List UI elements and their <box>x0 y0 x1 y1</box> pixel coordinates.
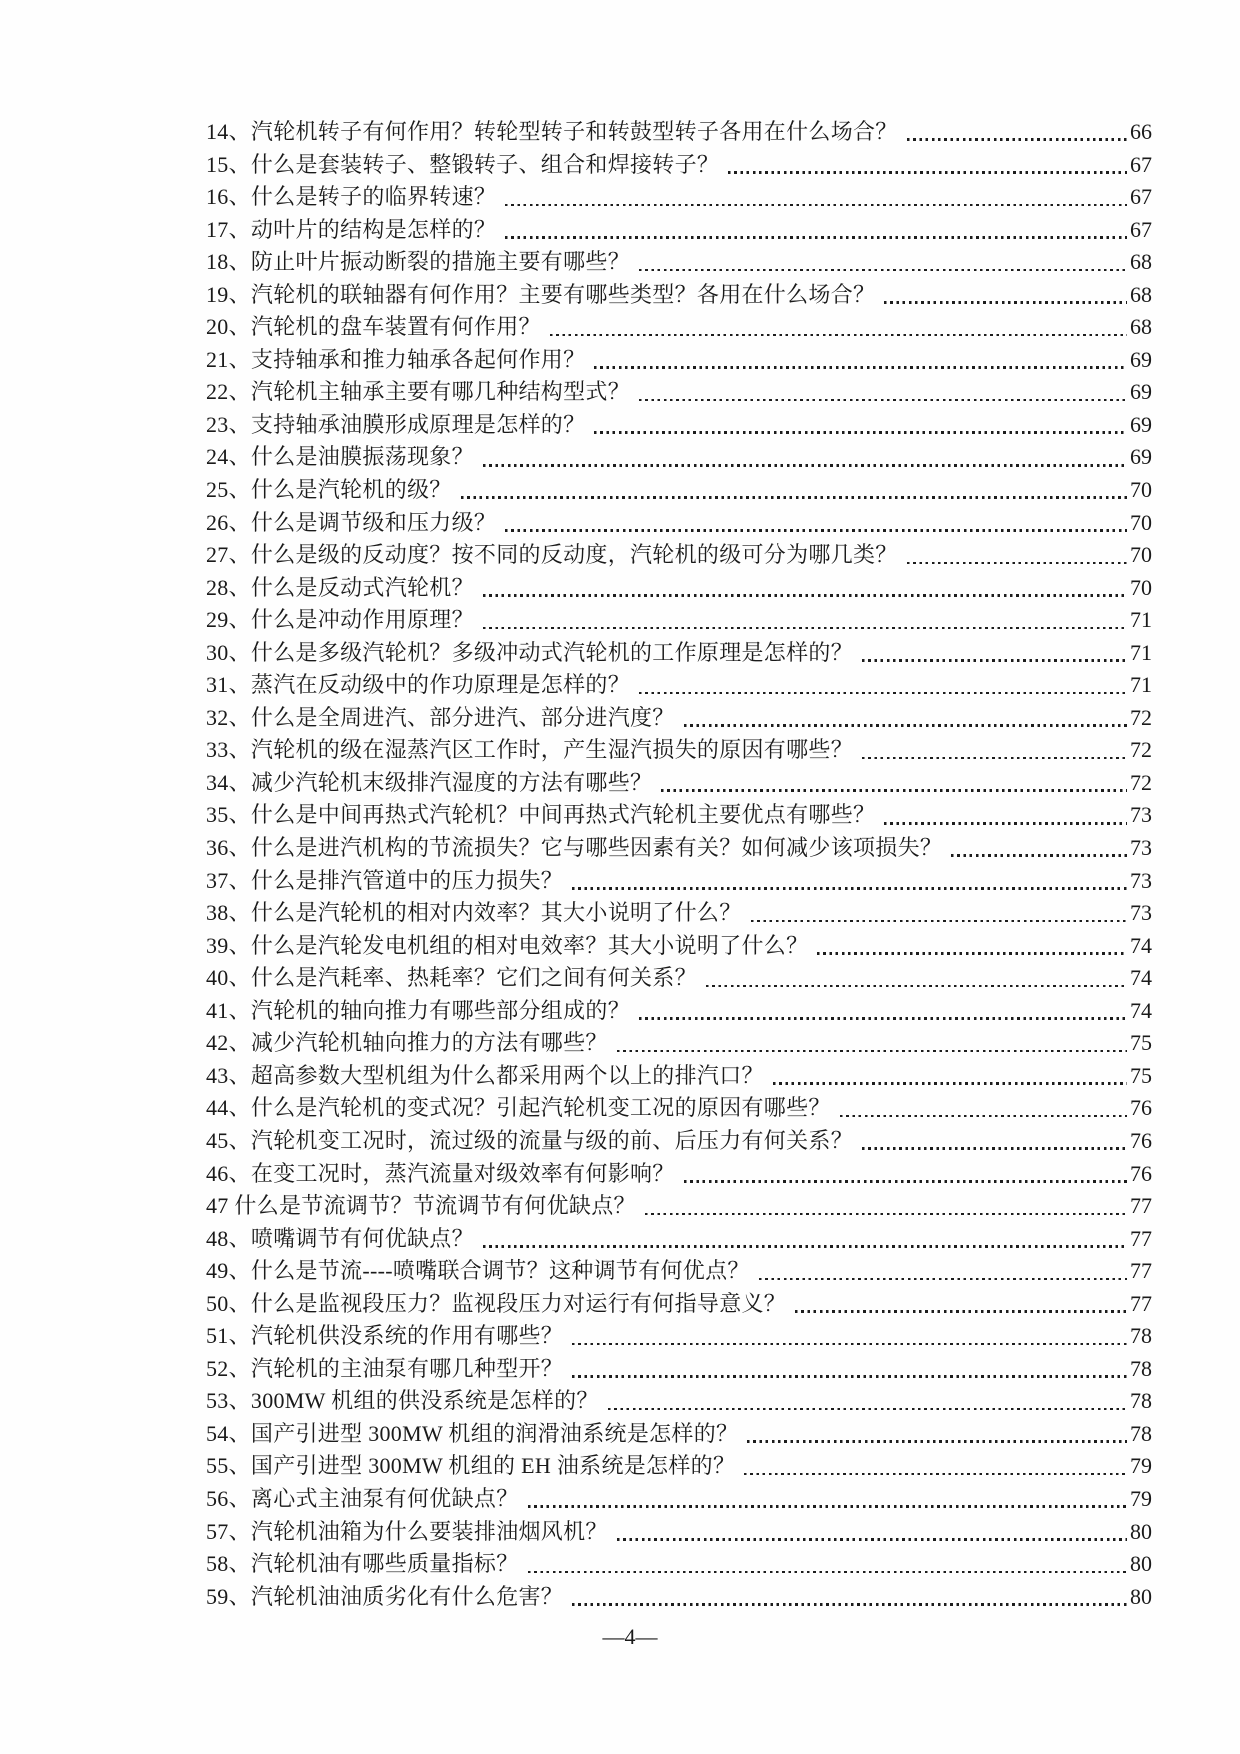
toc-entry-page: 67 <box>1130 184 1152 210</box>
dot-leader-icon <box>572 1375 1127 1378</box>
toc-entry[interactable] <box>206 1516 1152 1549</box>
toc-entry-page: 80 <box>1130 1518 1152 1544</box>
toc-entry-page: 74 <box>1130 965 1152 991</box>
toc-entry[interactable] <box>206 1125 1152 1158</box>
dot-leader-icon <box>751 920 1127 923</box>
toc-entry[interactable] <box>206 995 1152 1028</box>
toc-entry[interactable] <box>206 1027 1152 1060</box>
toc-entry-page: 71 <box>1130 639 1152 665</box>
toc-entry-title: 49、什么是节流----喷嘴联合调节？这种调节有何优点？ <box>206 1258 750 1284</box>
toc-entry-title: 26、什么是调节级和压力级？ <box>206 509 497 535</box>
toc-entry-title: 38、什么是汽轮机的相对内效率？其大小说明了什么？ <box>206 900 742 926</box>
dot-leader-icon <box>907 562 1127 565</box>
toc-entry-title: 31、蒸汽在反动级中的作功原理是怎样的？ <box>206 672 631 698</box>
toc-list <box>206 116 1152 1613</box>
toc-entry-title: 35、什么是中间再热式汽轮机？中间再热式汽轮机主要优点有哪些？ <box>206 802 876 828</box>
dot-leader-icon <box>594 431 1127 434</box>
toc-entry[interactable] <box>206 214 1152 247</box>
toc-entry[interactable] <box>206 962 1152 995</box>
toc-entry-page: 67 <box>1130 216 1152 242</box>
toc-entry-page: 71 <box>1130 607 1152 633</box>
toc-entry-title: 51、汽轮机供没系统的作用有哪些？ <box>206 1323 564 1349</box>
dot-leader-icon <box>795 1310 1127 1313</box>
toc-entry-title: 55、国产引进型 300MW 机组的 EH 油系统是怎样的？ <box>206 1453 736 1479</box>
toc-entry[interactable] <box>206 1418 1152 1451</box>
toc-entry-title: 52、汽轮机的主油泵有哪几种型开？ <box>206 1355 564 1381</box>
toc-entry[interactable] <box>206 1288 1152 1321</box>
toc-entry-title: 23、支持轴承油膜形成原理是怎样的？ <box>206 411 586 437</box>
toc-entry-title: 17、动叶片的结构是怎样的？ <box>206 216 497 242</box>
toc-entry-page: 77 <box>1130 1193 1152 1219</box>
dot-leader-icon <box>840 1115 1127 1118</box>
toc-entry[interactable] <box>206 1385 1152 1418</box>
dot-leader-icon <box>483 464 1127 467</box>
toc-entry-page: 76 <box>1130 1160 1152 1186</box>
toc-entry-page: 76 <box>1130 1127 1152 1153</box>
toc-entry-page: 75 <box>1130 1062 1152 1088</box>
toc-entry[interactable] <box>206 149 1152 182</box>
toc-entry-title: 34、减少汽轮机末级排汽湿度的方法有哪些？ <box>206 769 653 795</box>
dot-leader-icon <box>817 952 1127 955</box>
toc-entry-page: 68 <box>1130 314 1152 340</box>
dot-leader-icon <box>483 1245 1127 1248</box>
toc-entry-title: 21、支持轴承和推力轴承各起何作用？ <box>206 346 586 372</box>
dot-leader-icon <box>617 1050 1127 1053</box>
toc-entry-title: 44、什么是汽轮机的变式况？引起汽轮机变工况的原因有哪些？ <box>206 1095 831 1121</box>
dot-leader-icon <box>744 1473 1127 1476</box>
toc-entry-title: 37、什么是排汽管道中的压力损失？ <box>206 867 564 893</box>
toc-entry-title: 57、汽轮机油箱为什么要装排油烟风机？ <box>206 1518 608 1544</box>
toc-entry-page: 73 <box>1130 867 1152 893</box>
dot-leader-icon <box>907 138 1127 141</box>
toc-entry-page: 70 <box>1130 509 1152 535</box>
toc-entry-title: 20、汽轮机的盘车装置有何作用？ <box>206 314 541 340</box>
toc-entry[interactable] <box>206 930 1152 963</box>
toc-entry-title: 25、什么是汽轮机的级？ <box>206 477 452 503</box>
toc-entry-title: 18、防止叶片振动断裂的措施主要有哪些？ <box>206 249 631 275</box>
toc-entry-page: 70 <box>1130 477 1152 503</box>
toc-entry[interactable] <box>206 1320 1152 1353</box>
toc-entry-title: 19、汽轮机的联轴器有何作用？主要有哪些类型？各用在什么场合？ <box>206 281 876 307</box>
toc-entry[interactable] <box>206 604 1152 637</box>
toc-entry[interactable] <box>206 767 1152 800</box>
dot-leader-icon <box>684 724 1127 727</box>
toc-entry-title: 59、汽轮机油油质劣化有什么危害？ <box>206 1583 564 1609</box>
toc-entry-page: 66 <box>1130 119 1152 144</box>
toc-entry-page: 77 <box>1130 1225 1152 1251</box>
toc-entry[interactable] <box>206 572 1152 605</box>
toc-entry[interactable] <box>206 279 1152 312</box>
toc-entry-title: 48、喷嘴调节有何优缺点？ <box>206 1225 474 1251</box>
dot-leader-icon <box>617 1538 1127 1541</box>
toc-entry-page: 69 <box>1130 346 1152 372</box>
toc-entry-page: 77 <box>1130 1290 1152 1316</box>
dot-leader-icon <box>862 757 1127 760</box>
toc-entry-page: 78 <box>1130 1420 1152 1446</box>
toc-entry[interactable] <box>206 1060 1152 1093</box>
dot-leader-icon <box>884 822 1127 825</box>
dot-leader-icon <box>706 985 1127 988</box>
dot-leader-icon <box>572 1343 1127 1346</box>
toc-entry-title: 53、300MW 机组的供没系统是怎样的？ <box>206 1388 599 1414</box>
dot-leader-icon <box>862 1147 1127 1150</box>
toc-entry[interactable] <box>206 376 1152 409</box>
toc-entry-title: 50、什么是监视段压力？监视段压力对运行有何指导意义？ <box>206 1290 787 1316</box>
toc-entry-page: 78 <box>1130 1388 1152 1414</box>
toc-entry-page: 72 <box>1130 769 1152 795</box>
toc-entry[interactable] <box>206 1190 1152 1223</box>
toc-entry-title: 56、离心式主油泵有何优缺点？ <box>206 1485 519 1511</box>
toc-entry-page: 73 <box>1130 835 1152 861</box>
toc-entry[interactable] <box>206 702 1152 735</box>
toc-entry[interactable] <box>206 1483 1152 1516</box>
toc-entry-page: 74 <box>1130 932 1152 958</box>
toc-entry-title: 54、国产引进型 300MW 机组的润滑油系统是怎样的？ <box>206 1420 739 1446</box>
toc-entry[interactable] <box>206 409 1152 442</box>
toc-entry[interactable] <box>206 181 1152 214</box>
toc-entry-title: 15、什么是套装转子、整锻转子、组合和焊接转子？ <box>206 151 720 177</box>
dot-leader-icon <box>639 1017 1127 1020</box>
toc-entry-title: 41、汽轮机的轴向推力有哪些部分组成的？ <box>206 997 631 1023</box>
toc-entry-page: 73 <box>1130 900 1152 926</box>
toc-entry-title: 45、汽轮机变工况时，流过级的流量与级的前、后压力有何关系？ <box>206 1127 854 1153</box>
dot-leader-icon <box>884 301 1127 304</box>
dot-leader-icon <box>528 1505 1127 1508</box>
dot-leader-icon <box>594 366 1127 369</box>
toc-entry[interactable] <box>206 799 1152 832</box>
dot-leader-icon <box>505 236 1127 239</box>
toc-entry[interactable] <box>206 1548 1152 1581</box>
toc-entry[interactable] <box>206 116 1152 149</box>
dot-leader-icon <box>483 594 1127 597</box>
dot-leader-icon <box>639 269 1127 272</box>
toc-entry[interactable] <box>206 441 1152 474</box>
toc-entry-title: 39、什么是汽轮发电机组的相对电效率？其大小说明了什么？ <box>206 932 809 958</box>
toc-entry-page: 67 <box>1130 151 1152 177</box>
toc-entry-page: 68 <box>1130 249 1152 275</box>
dot-leader-icon <box>505 529 1127 532</box>
toc-entry[interactable] <box>206 1223 1152 1256</box>
toc-entry[interactable] <box>206 897 1152 930</box>
dot-leader-icon <box>862 659 1127 662</box>
dot-leader-icon <box>550 334 1127 337</box>
toc-entry-title: 22、汽轮机主轴承主要有哪几种结构型式？ <box>206 379 631 405</box>
toc-entry[interactable] <box>206 832 1152 865</box>
toc-entry[interactable] <box>206 1353 1152 1386</box>
toc-entry-page: 71 <box>1130 672 1152 698</box>
toc-entry[interactable] <box>206 344 1152 377</box>
toc-entry-title: 14、汽轮机转子有何作用？转轮型转子和转鼓型转子各用在什么场合？ <box>206 119 898 144</box>
toc-entry-title: 33、汽轮机的级在湿蒸汽区工作时，产生湿汽损失的原因有哪些？ <box>206 737 854 763</box>
page-number-footer: —4— <box>602 1624 658 1649</box>
dot-leader-icon <box>528 1571 1127 1574</box>
toc-entry-title: 28、什么是反动式汽轮机？ <box>206 574 474 600</box>
toc-entry-page: 69 <box>1130 379 1152 405</box>
toc-entry-title: 47 什么是节流调节？节流调节有何优缺点？ <box>206 1193 636 1219</box>
toc-entry[interactable] <box>206 1255 1152 1288</box>
toc-entry-page: 80 <box>1130 1583 1152 1609</box>
toc-entry-title: 43、超高参数大型机组为什么都采用两个以上的排汽口？ <box>206 1062 764 1088</box>
toc-entry-title: 36、什么是进汽机构的节流损失？它与哪些因素有关？如何减少该项损失？ <box>206 835 943 861</box>
dot-leader-icon <box>747 1440 1127 1443</box>
toc-entry[interactable] <box>206 734 1152 767</box>
toc-entry-page: 74 <box>1130 997 1152 1023</box>
toc-entry-title: 58、汽轮机油有哪些质量指标？ <box>206 1551 519 1577</box>
dot-leader-icon <box>759 1278 1127 1281</box>
toc-entry[interactable] <box>206 539 1152 572</box>
toc-entry-page: 69 <box>1130 411 1152 437</box>
toc-entry-page: 73 <box>1130 802 1152 828</box>
dot-leader-icon <box>951 854 1127 857</box>
dot-leader-icon <box>773 1082 1127 1085</box>
toc-entry[interactable] <box>206 311 1152 344</box>
toc-entry-page: 78 <box>1130 1355 1152 1381</box>
toc-entry-title: 16、什么是转子的临界转速？ <box>206 184 497 210</box>
toc-entry-page: 69 <box>1130 444 1152 470</box>
toc-entry-page: 80 <box>1130 1551 1152 1577</box>
toc-entry[interactable] <box>206 1158 1152 1191</box>
toc-entry-page: 72 <box>1130 704 1152 730</box>
toc-entry[interactable] <box>206 637 1152 670</box>
dot-leader-icon <box>684 1180 1127 1183</box>
toc-entry-title: 24、什么是油膜振荡现象？ <box>206 444 474 470</box>
dot-leader-icon <box>608 1408 1127 1411</box>
toc-entry-page: 75 <box>1130 1030 1152 1056</box>
dot-leader-icon <box>645 1213 1127 1216</box>
dot-leader-icon <box>461 496 1127 499</box>
toc-entry-title: 30、什么是多级汽轮机？多级冲动式汽轮机的工作原理是怎样的？ <box>206 639 854 665</box>
toc-entry-page: 68 <box>1130 281 1152 307</box>
toc-entry[interactable] <box>206 1581 1152 1614</box>
toc-entry-page: 79 <box>1130 1485 1152 1511</box>
toc-entry-page: 79 <box>1130 1453 1152 1479</box>
toc-entry-page: 72 <box>1130 737 1152 763</box>
dot-leader-icon <box>639 692 1127 695</box>
dot-leader-icon <box>661 789 1127 792</box>
toc-entry-title: 32、什么是全周进汽、部分进汽、部分进汽度？ <box>206 704 675 730</box>
dot-leader-icon <box>505 204 1127 207</box>
dot-leader-icon <box>572 1603 1127 1606</box>
toc-entry-title: 27、什么是级的反动度？按不同的反动度，汽轮机的级可分为哪几类？ <box>206 542 898 568</box>
toc-entry[interactable] <box>206 246 1152 279</box>
toc-entry[interactable] <box>206 474 1152 507</box>
toc-entry-title: 40、什么是汽耗率、热耗率？它们之间有何关系？ <box>206 965 697 991</box>
toc-entry[interactable] <box>206 507 1152 540</box>
toc-entry-page: 70 <box>1130 574 1152 600</box>
toc-entry-title: 42、减少汽轮机轴向推力的方法有哪些？ <box>206 1030 608 1056</box>
toc-entry-page: 78 <box>1130 1323 1152 1349</box>
toc-entry[interactable] <box>206 669 1152 702</box>
toc-entry[interactable] <box>206 1450 1152 1483</box>
toc-entry-page: 76 <box>1130 1095 1152 1121</box>
toc-entry[interactable] <box>206 865 1152 898</box>
toc-entry-page: 77 <box>1130 1258 1152 1284</box>
dot-leader-icon <box>639 399 1127 402</box>
dot-leader-icon <box>483 627 1127 630</box>
toc-entry-title: 29、什么是冲动作用原理？ <box>206 607 474 633</box>
dot-leader-icon <box>572 887 1127 890</box>
toc-entry-title: 46、在变工况时，蒸汽流量对级效率有何影响？ <box>206 1160 675 1186</box>
toc-entry[interactable] <box>206 1092 1152 1125</box>
dot-leader-icon <box>728 171 1127 174</box>
toc-entry-page: 70 <box>1130 542 1152 568</box>
